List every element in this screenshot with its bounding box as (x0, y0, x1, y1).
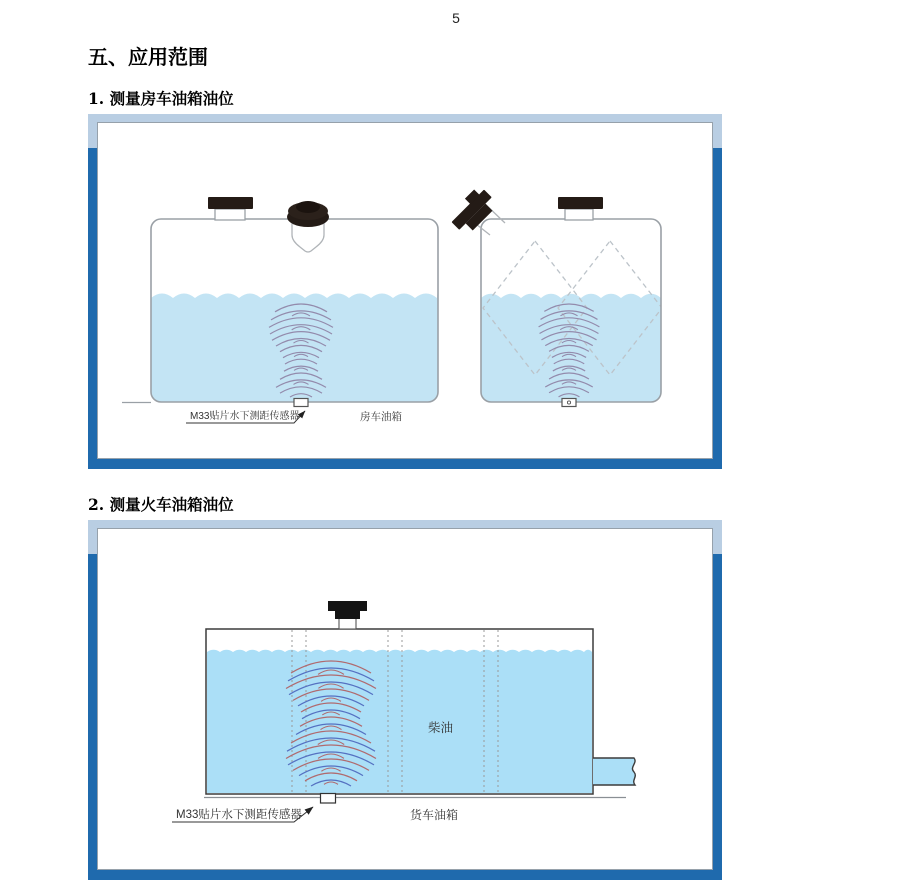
figure1-frame (88, 114, 722, 469)
truck-tank-figure (98, 529, 712, 869)
sensor-chip-right (562, 399, 576, 407)
section-heading: 五、应用范围 (88, 45, 208, 69)
figure2-panel (97, 528, 713, 870)
rv-tank-figure (98, 123, 712, 458)
sensor-chip (321, 794, 336, 804)
fuel-cap-icon (328, 601, 367, 629)
item2-heading: 2. 测量火车油箱油位 (88, 495, 234, 514)
figure2-tank-label: 货车油箱 (410, 808, 459, 822)
figure2-frame (88, 520, 722, 880)
rv-tank-left-fuel (151, 294, 438, 403)
vent-cap-icon (208, 197, 253, 220)
figure2-sensor-label: M33贴片水下测距传感器 (176, 809, 302, 821)
figure1-panel (97, 122, 713, 459)
figure2-liquid-label: 柴油 (428, 721, 454, 735)
vent-cap-icon (558, 197, 603, 220)
page-number: 5 (452, 10, 460, 26)
truck-tank-fuel (207, 650, 592, 794)
item1-heading: 1. 测量房车油箱油位 (88, 89, 234, 108)
figure1-tank-label: 房车油箱 (360, 411, 402, 423)
figure1-sensor-label: M33贴片水下测距传感器 (190, 411, 300, 422)
rv-tank-right-fuel (481, 294, 661, 402)
outlet-pipe (593, 758, 635, 785)
sensor-chip-left (294, 399, 308, 407)
